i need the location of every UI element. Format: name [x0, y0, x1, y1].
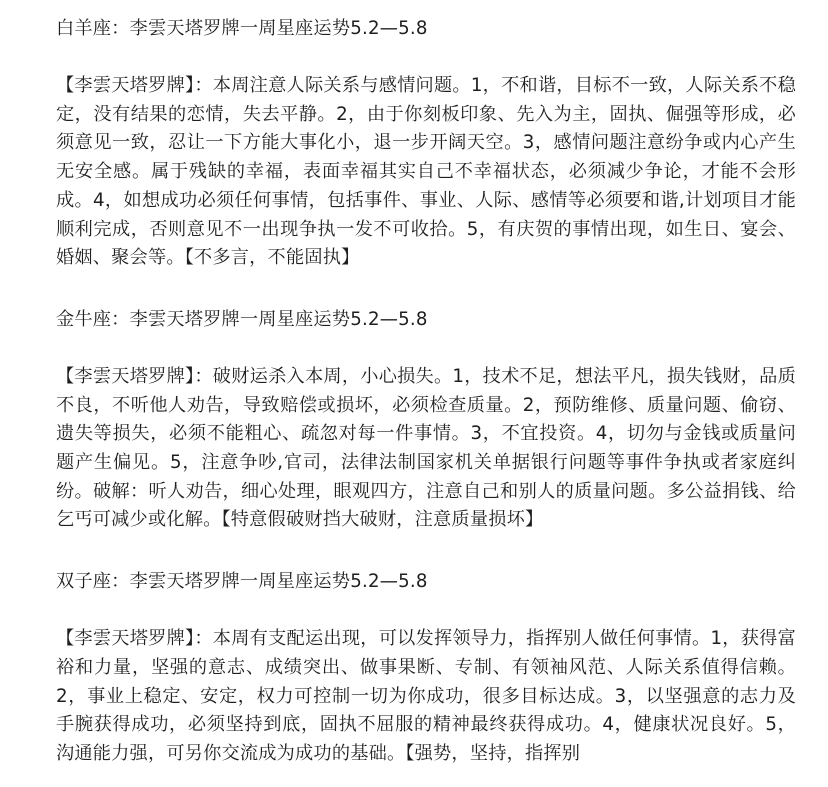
section-body: 【李雲天塔罗牌】：本周注意人际关系与感情问题。1，不和谐，目标不一致，人际关系不稳定，没有结果的恋情，失去平静。2，由于你刻板印象、先入为主，固执、倔强等形成，必须意见一致，忍让一下方能大事化小，退一步开阔天空。3，感情问题注意纷争或内心产生无安全感。属于残缺的幸福，表面幸福其实自己不幸福状态，必须减少争论，才能不会形成。4，如想成功必须任何事情，包括事件、事业、人际、感情等必须要和谐,计划项目才能顺利完成，否则意见不一出现争执一发不可收拾。5，有庆贺的事情出现，如生日、宴会、婚姻、聚会等。【不多言，不能固执】 [56, 75, 796, 269]
section-aries [56, 0, 796, 273]
section-body: 【李雲天塔罗牌】：本周有支配运出现，可以发挥领导力，指挥别人做任何事情。1，获得富裕和力量，坚强的意志、成绩突出、做事果断、专制、有领袖风范、人际关系值得信赖。2，事业上稳定、安定，权力可控制一切为你成功，很多目标达成。3，以坚强意的志力及手腕获得成功，必须坚持到底，固执不屈服的精神最终获得成功。4，健康状况良好。5，沟通能力强，可另你交流成为成功的基础。【强势，坚持，指挥别 [56, 628, 796, 764]
document [56, 0, 796, 787]
section-heading: 白羊座：李雲天塔罗牌一周星座运势5.2—5.8 [56, 18, 428, 39]
section-taurus [56, 291, 796, 535]
section-gemini [56, 553, 796, 769]
section-heading: 双子座：李雲天塔罗牌一周星座运势5.2—5.8 [56, 571, 428, 593]
section-body: 【李雲天塔罗牌】：破财运杀入本周，小心损失。1，技术不足，想法平凡，损失钱财，品质不良，不听他人劝告，导致赔偿或损坏，必须检查质量。2，预防维修、质量问题、偷窃、遗失等损失，必须不能粗心、疏忽对每一件事情。3，不宜投资。4，切勿与金钱或质量问题产生偏见。5，注意争吵,官司，法律法制国家机关单据银行问题等事件争执或者家庭纠纷。破解：听人劝告，细心处理，眼观四方，注意自己和别人的质量问题。多公益捐钱、给乞丐可减少或化解。【特意假破财挡大破财，注意质量损坏】 [56, 365, 796, 531]
section-heading: 金牛座：李雲天塔罗牌一周星座运势5.2—5.8 [56, 308, 428, 330]
